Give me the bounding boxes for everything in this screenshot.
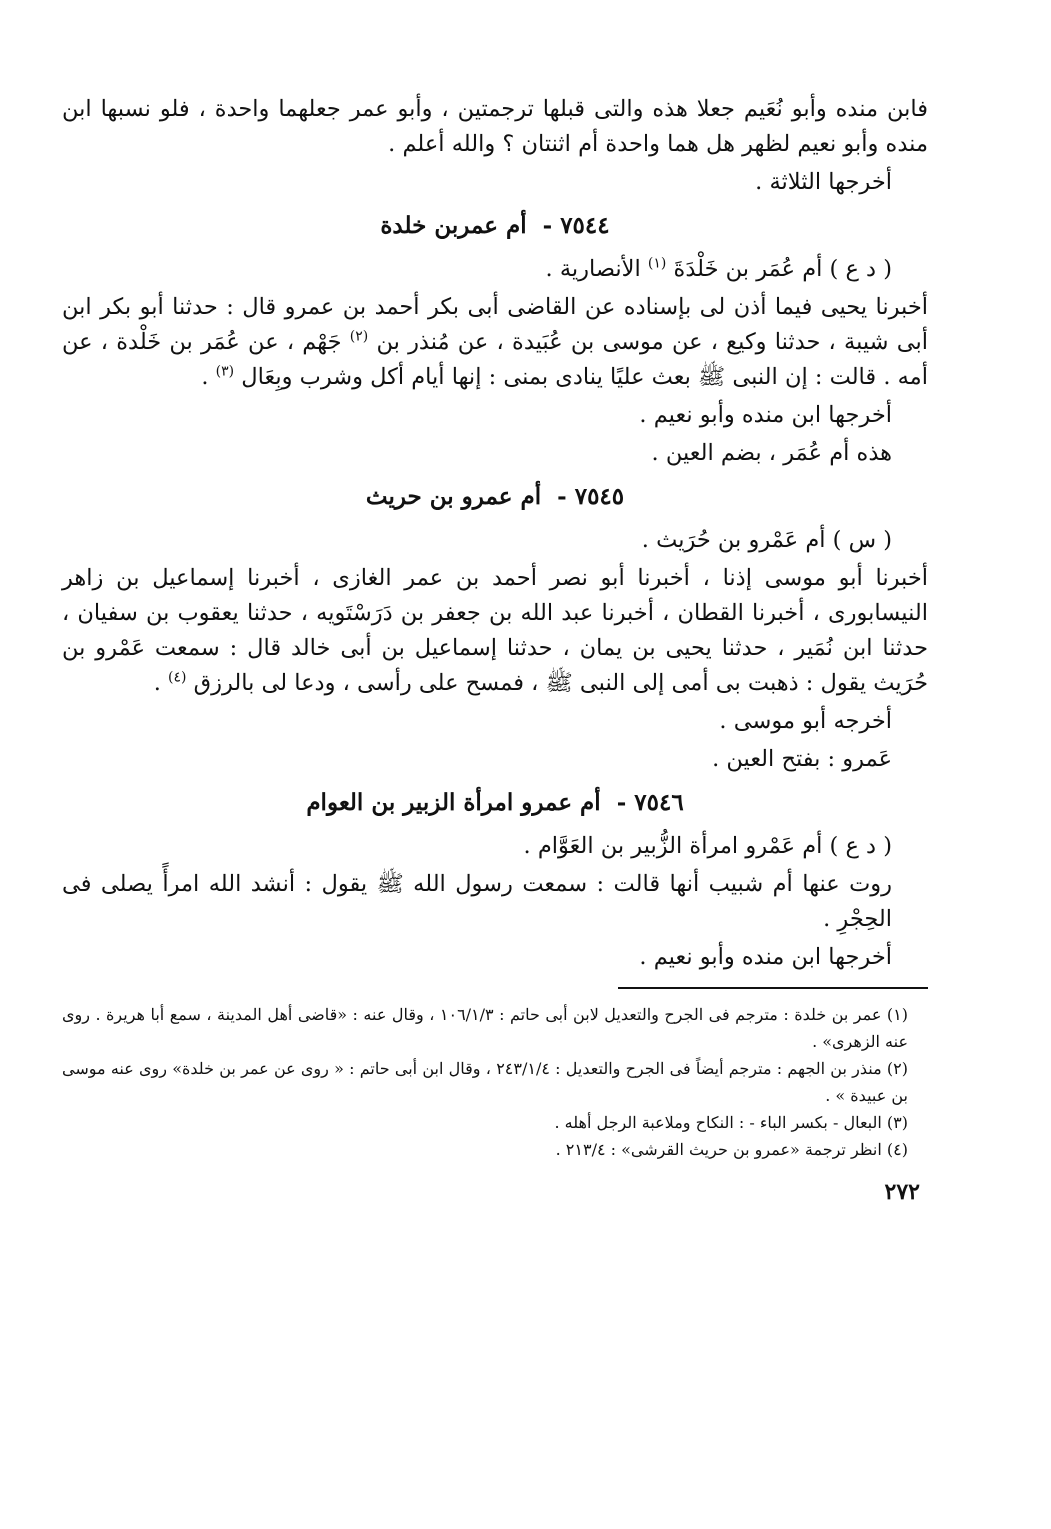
footnotes <box>62 1001 928 1163</box>
entry-number: ٧٥٤٤ - <box>542 212 610 239</box>
entry-note-line: عَمرو : بفتح العين . <box>712 746 892 772</box>
intro-source-line: أخرجها الثلاثة . <box>755 169 892 195</box>
footnote-marker: (٢) <box>349 328 369 345</box>
page-number: ٢٧٢ <box>884 1179 920 1205</box>
footnote-marker: (١) <box>647 255 667 272</box>
footnote-1: (١) عمر بن خلدة : مترجم فى الجرح والتعديل لابن أبى حاتم : ١٠٦/١/٣ ، وقال عنه : «قاضى أهل المدينة ، سمع أبا هريرة . روى عنه الزهرى» . <box>62 1005 909 1051</box>
footnote-4: (٤) انظر ترجمة «عمرو بن حريث القرشى» : ٢١٣/٤ . <box>555 1140 908 1159</box>
entry-reference-tail: الأنصارية . <box>545 256 641 282</box>
entry-body-part: أخبرنا أبو موسى إذنا ، أخبرنا أبو نصر أحمد بن عمر الغازى ، أخبرنا إسماعيل بن زاهر النيسابورى ، أخبرنا القطان ، أخبرنا عبد الله بن جعفر بن دَرَسْتَويه ، حدثنا يعقوب بن سفيان ، حدثنا ابن نُمَير ، حدثنا يحيى بن يمان ، حدثنا إسماعيل بن أبى خالد قال : سمعت عَمْرو بن حُرَيث يقول : ذهبت بى أمى إلى النبى ﷺ ، فمسح على رأسى ، ودعا لى بالرزق <box>62 565 928 696</box>
entry-heading-7545 <box>62 479 928 515</box>
book-page <box>62 92 928 1207</box>
entry-heading-7544 <box>62 208 928 244</box>
footnote-3: (٣) البعال - بكسر الباء - : النكاح وملاعبة الرجل أهله . <box>554 1113 908 1132</box>
footnote-2: (٢) منذر بن الجهم : مترجم أيضاً فى الجرح والتعديل : ٢٤٣/١/٤ ، وقال ابن أبى حاتم : « روى عن عمر بن خلدة» روى عنه موسى بن عبيدة » . <box>62 1059 909 1105</box>
entry-body-part: . <box>201 364 209 390</box>
entry-body-part: جَهْم ، عن عُمَر بن خَلْدة ، عن أمه . قالت : إن النبى ﷺ بعث عليًا ينادى بمنى : إنها أيام أكل وشرب وبِعَال <box>62 329 928 390</box>
entry-body <box>62 290 928 395</box>
entry-source-line: أخرجها ابن منده وأبو نعيم . <box>639 402 892 428</box>
entry-reference-line <box>62 252 928 287</box>
footnote-divider <box>618 987 928 989</box>
entry-source-line: أخرجه أبو موسى . <box>719 708 892 734</box>
footnote-marker: (٤) <box>168 669 187 686</box>
entry-title: أم عمرو بن حريث <box>365 483 542 510</box>
entry-reference: ( د ع ) أم عُمَر بن خَلْدَةَ <box>673 256 892 282</box>
entry-reference-line: ( س ) أم عَمْرو بن حُرَيث . <box>641 527 892 553</box>
entry-title: أم عمرو امرأة الزبير بن العوام <box>306 789 601 816</box>
entry-body: روت عنها أم شبيب أنها قالت : سمعت رسول الله ﷺ يقول : أنشد الله امرأً يصلى فى الحِجْرِ . <box>62 871 892 932</box>
entry-note-line: هذه أم عُمَر ، بضم العين . <box>651 440 892 466</box>
entry-body-part: أخبرنا يحيى فيما أذن لى بإسناده عن القاضى أبى بكر أحمد بن عمرو قال : حدثنا أبو بكر ابن أبى شيبة ، حدثنا وكيع ، عن موسى بن عُبَيدة ، عن مُنذر بن <box>62 294 929 355</box>
entry-reference-line: ( د ع ) أم عَمْرو امرأة الزُّبير بن العَوَّام . <box>523 833 892 859</box>
footnote-marker: (٣) <box>215 363 235 380</box>
entry-number: ٧٥٤٦ - <box>616 789 684 816</box>
entry-title: أم عمربن خلدة <box>380 212 527 239</box>
entry-heading-7546 <box>62 785 928 821</box>
entry-body <box>62 561 928 701</box>
entry-number: ٧٥٤٥ - <box>557 483 625 510</box>
entry-body-part: . <box>153 670 161 696</box>
entry-source-line: أخرجها ابن منده وأبو نعيم . <box>639 944 892 970</box>
intro-paragraph: فابن منده وأبو نُعَيم جعلا هذه والتى قبلها ترجمتين ، وأبو عمر جعلهما واحدة ، فلو نسبها ابن منده وأبو نعيم لظهر هل هما واحدة أم اثنتان ؟ والله أعلم . <box>62 96 928 157</box>
